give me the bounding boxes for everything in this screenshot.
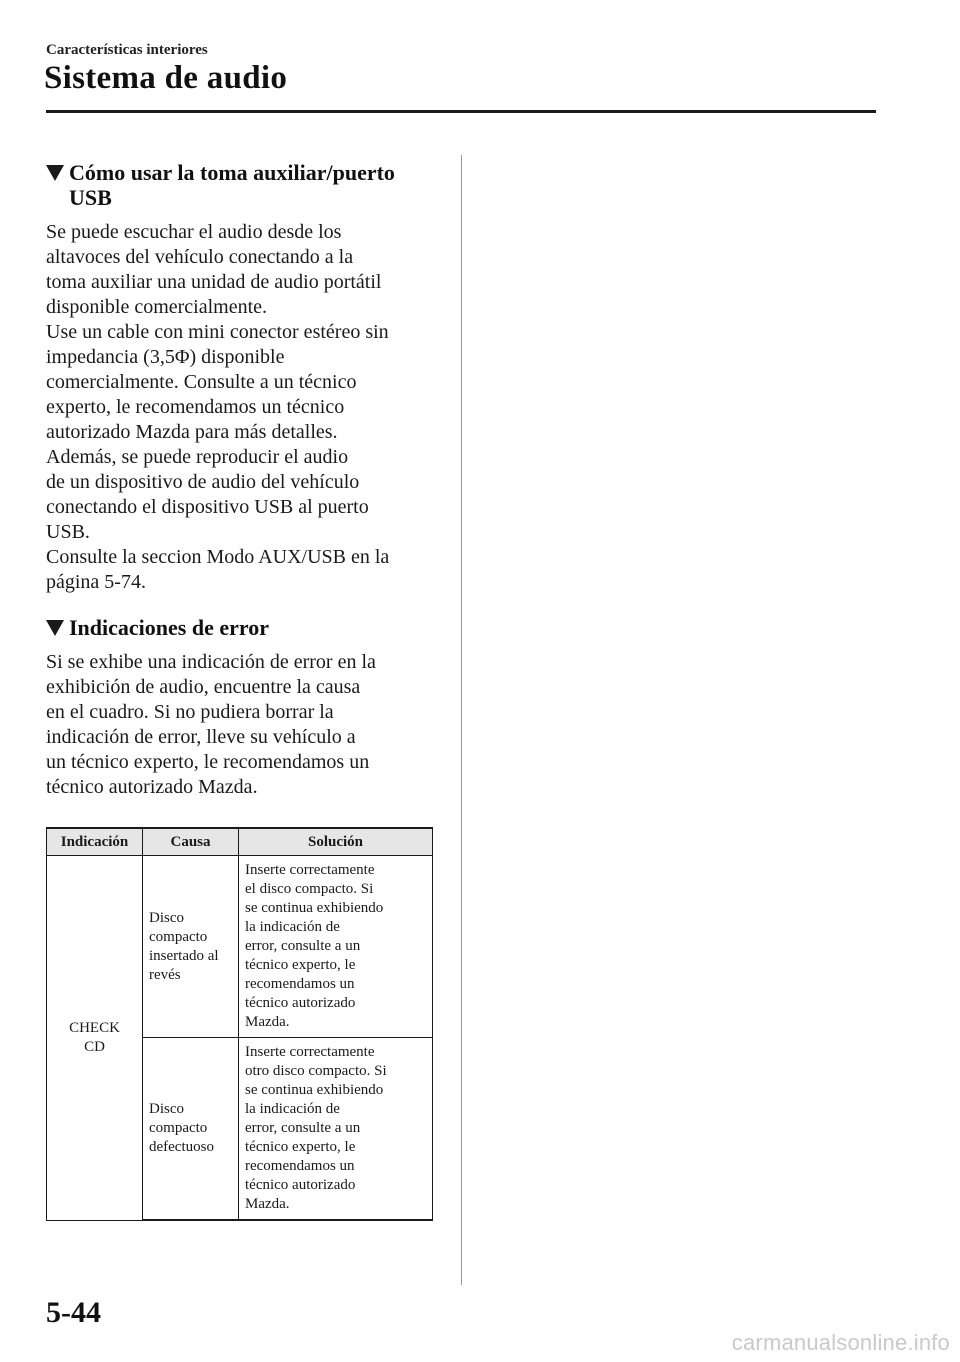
heading-text: Cómo usar la toma auxiliar/puerto USB bbox=[69, 160, 395, 210]
solution-cell: Inserte correctamente otro disco compacto. Si se continua exhibiendo la indicación de error, consulte a un técnico experto, le recomendamos un técnico autorizado Mazda. bbox=[239, 1038, 433, 1221]
error-table bbox=[46, 827, 433, 1221]
page-title: Sistema de audio bbox=[44, 60, 288, 96]
section-heading-aux-usb bbox=[46, 160, 438, 210]
triangle-down-icon bbox=[46, 165, 64, 181]
watermark: carmanualsonline.info bbox=[731, 1330, 950, 1355]
cause-cell: Disco compacto defectuoso bbox=[143, 1038, 239, 1221]
solution-cell: Inserte correctamente el disco compacto. Si se continua exhibiendo la indicación de error, consulte a un técnico experto, le recomendamos un técnico autorizado Mazda. bbox=[239, 856, 433, 1038]
page-number: 5-44 bbox=[46, 1296, 101, 1329]
section-heading-error bbox=[46, 615, 438, 640]
table-header-indication: Indicación bbox=[47, 828, 143, 856]
table-header-cause: Causa bbox=[143, 828, 239, 856]
table-row bbox=[47, 856, 433, 1038]
paragraph-aux-usb: Se puede escuchar el audio desde los altavoces del vehículo conectando a la toma auxiliar una unidad de audio portátil disponible comercialmente. Use un cable con mini conector estéreo sin impedancia (3,5Φ) disponible comercialmente. Consulte a un técnico experto, le recomendamos un técnico autorizado Mazda para más detalles. Además, se puede reproducir el audio de un dispositivo de audio del vehículo conectando el dispositivo USB al puerto USB. Consulte la seccion Modo AUX/USB en la página 5-74. bbox=[46, 221, 390, 593]
section-label: Características interiores bbox=[46, 42, 208, 58]
left-column bbox=[46, 160, 438, 1221]
triangle-down-icon bbox=[46, 620, 64, 636]
table-header-solution: Solución bbox=[239, 828, 433, 856]
paragraph-error: Si se exhibe una indicación de error en la exhibición de audio, encuentre la causa en el cuadro. Si no pudiera borrar la indicación de error, lleve su vehículo a un técnico experto, le recomendamos un técnico autorizado Mazda. bbox=[46, 651, 376, 798]
header-rule bbox=[46, 110, 876, 113]
cause-cell: Disco compacto insertado al revés bbox=[143, 856, 239, 1038]
column-divider bbox=[461, 155, 462, 1285]
heading-text: Indicaciones de error bbox=[69, 615, 270, 640]
table-header-row bbox=[47, 828, 433, 856]
indication-cell: CHECK CD bbox=[47, 856, 143, 1221]
